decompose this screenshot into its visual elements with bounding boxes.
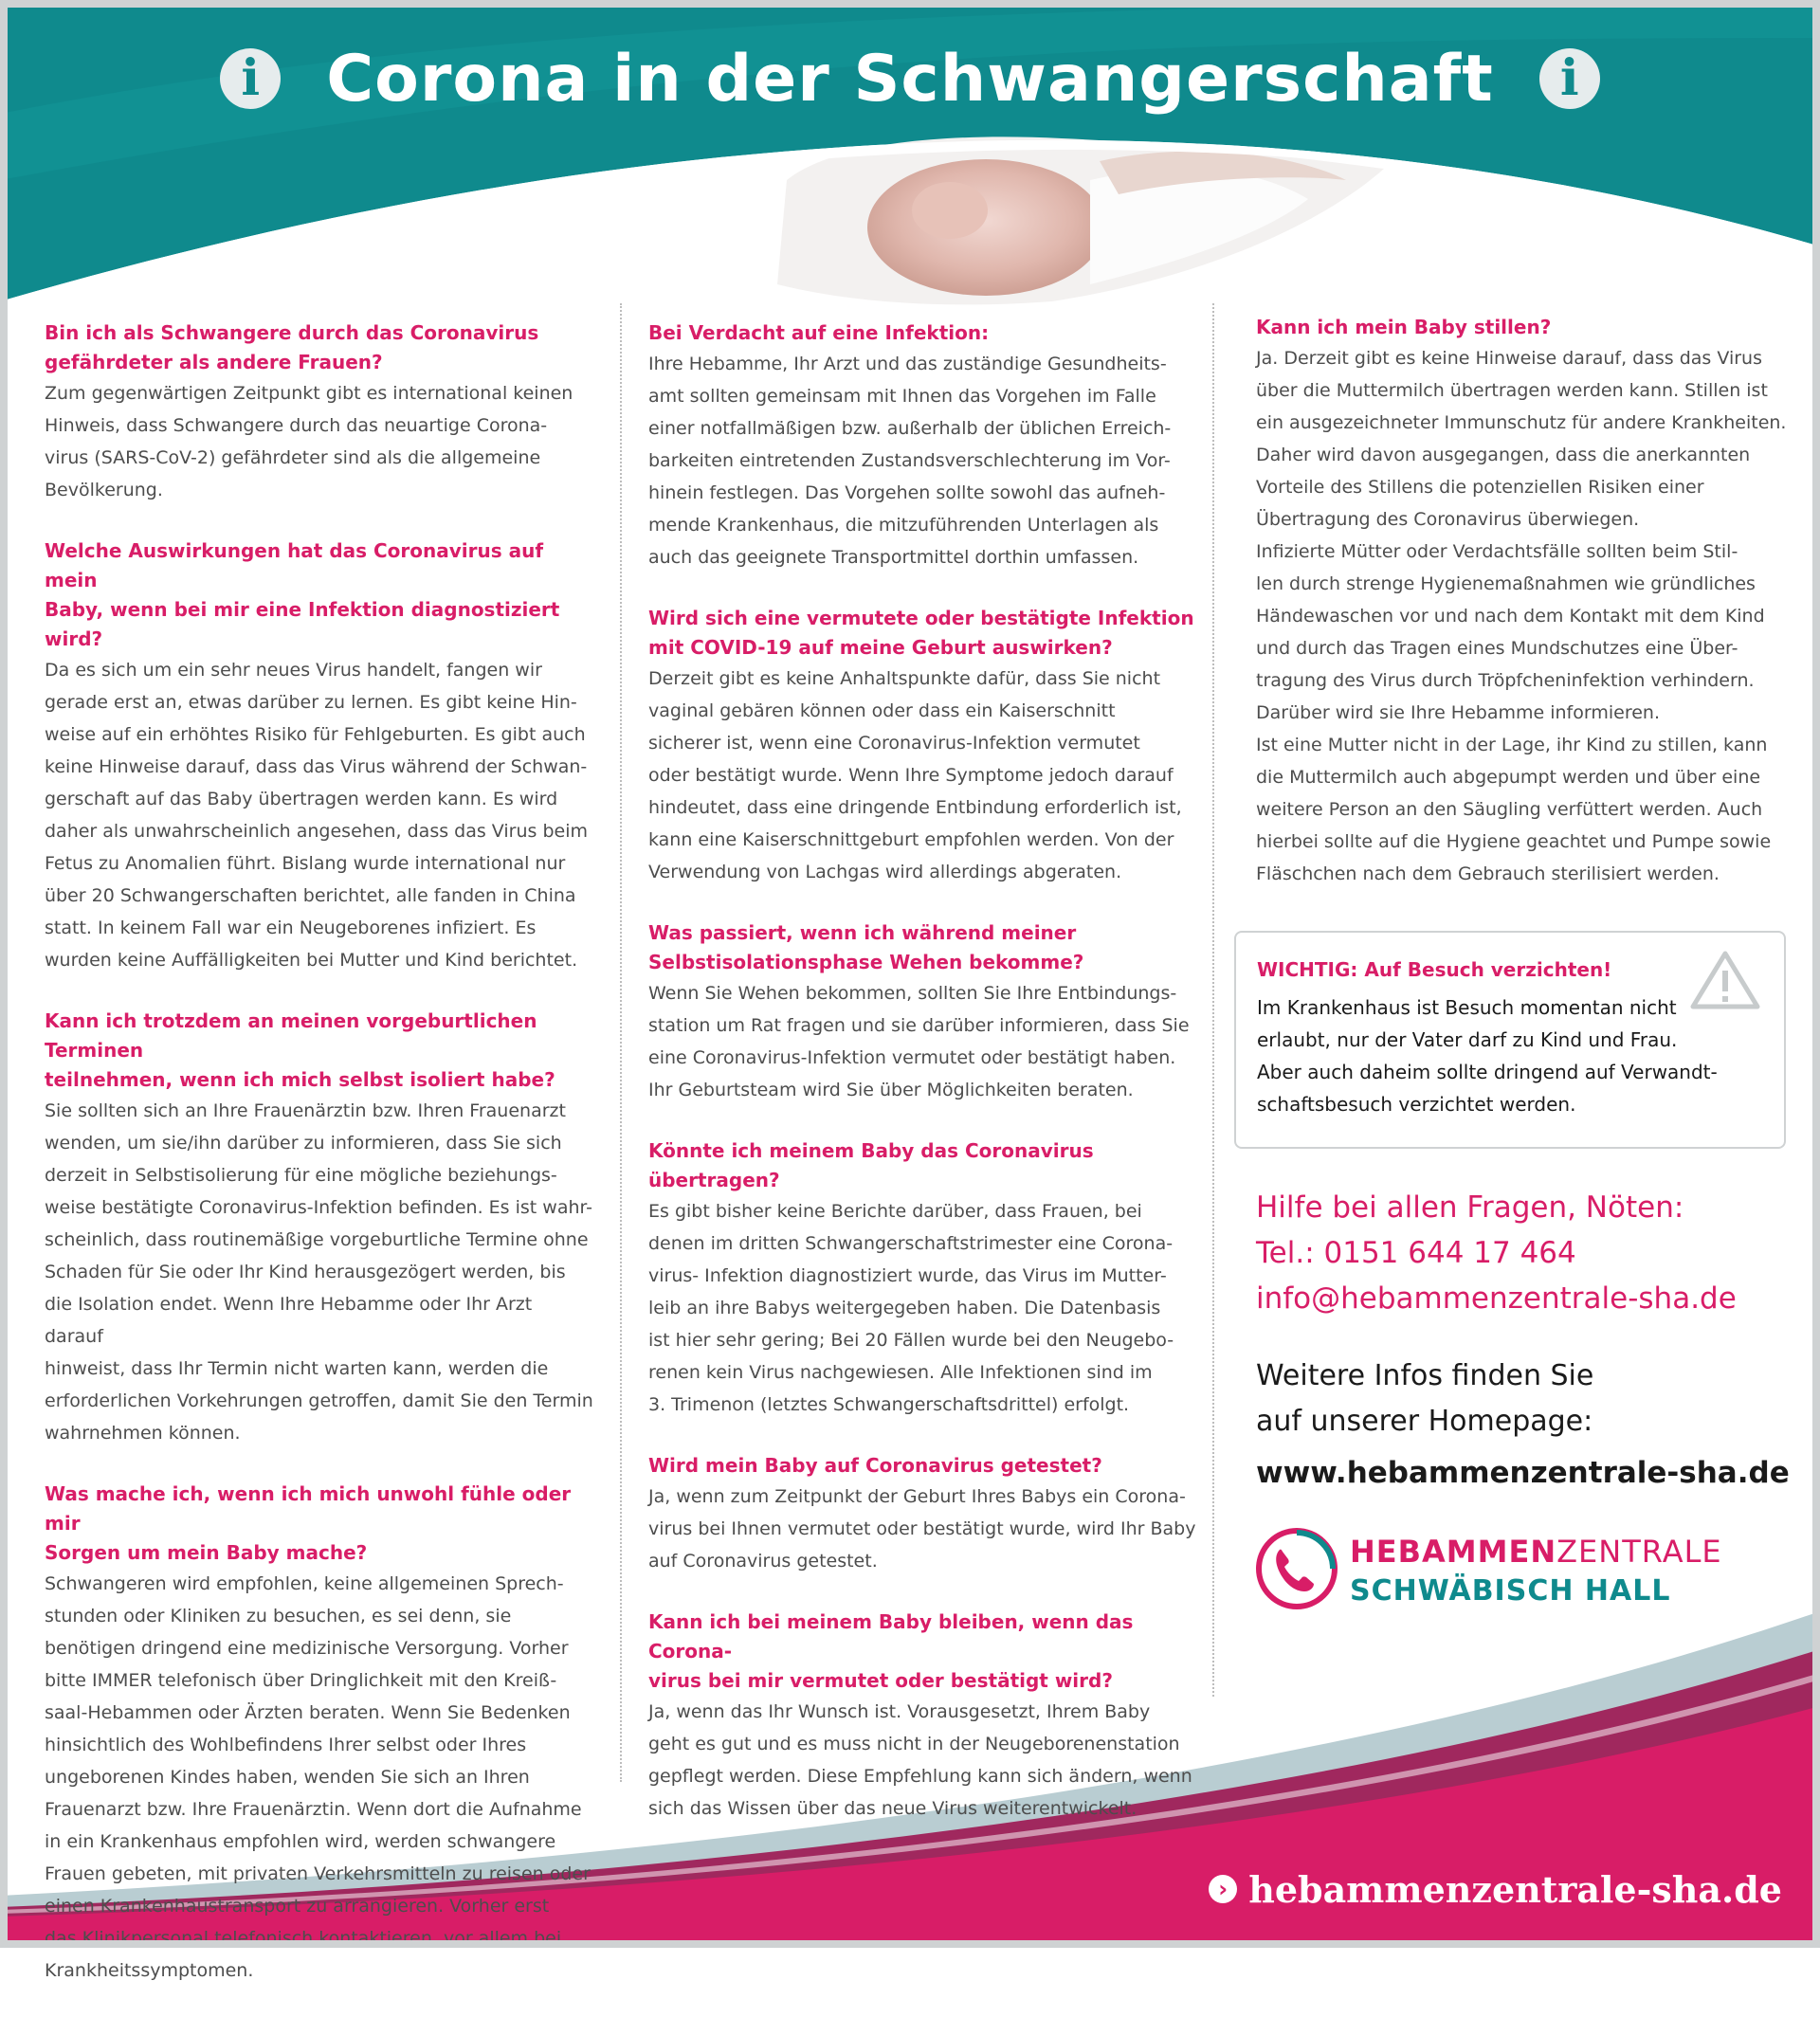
answer-text <box>45 1095 596 1449</box>
answer-line: sicherer ist, wenn eine Coronavirus-Infektion vermutet <box>648 733 1140 754</box>
question-heading <box>45 1480 596 1568</box>
question-line: Bin ich als Schwangere durch das Coronavirus <box>45 321 539 344</box>
answer-line: Schwangeren wird empfohlen, keine allgemeinen Sprech- <box>45 1573 564 1594</box>
logo-text-line2: SCHWÄBISCH HALL <box>1350 1574 1671 1608</box>
answer-line: benötigen dringend eine medizinische Versorgung. Vorher <box>45 1638 569 1659</box>
answer-line: virus- Infektion diagnostiziert wurde, das Virus im Mutter- <box>648 1265 1167 1286</box>
answer-line: Infizierte Mütter oder Verdachtsfälle sollten beim Stil- <box>1256 541 1738 562</box>
question-line: Bei Verdacht auf eine Infektion: <box>648 321 990 344</box>
answer-line: mende Krankenhaus, die mitzuführenden Unterlagen als <box>648 515 1159 536</box>
answer-line: über 20 Schwangerschaften berichtet, alle fanden in China <box>45 885 576 906</box>
answer-line: denen im dritten Schwangerschaftstrimester eine Corona- <box>648 1233 1174 1254</box>
answer-line: hierbei sollte auf die Hygiene geachtet und Pumpe sowie <box>1256 831 1772 852</box>
answer-line: wahrnehmen können. <box>45 1423 241 1444</box>
qa-section <box>648 318 1198 573</box>
notice-title: WICHTIG: Auf Besuch verzichten! <box>1257 958 1612 981</box>
answer-line: Wenn Sie Wehen bekommen, sollten Sie Ihre Entbindungs- <box>648 983 1177 1004</box>
answer-line: Ja, wenn zum Zeitpunkt der Geburt Ihres Babys ein Corona- <box>648 1486 1186 1507</box>
question-line: teilnehmen, wenn ich mich selbst isoliert habe? <box>45 1068 555 1091</box>
question-line: Was passiert, wenn ich während meiner <box>648 921 1077 944</box>
question-heading <box>45 1007 596 1095</box>
notice-text <box>1257 991 1765 1120</box>
answer-line: Derzeit gibt es keine Anhaltspunkte dafür, dass Sie nicht <box>648 668 1161 689</box>
answer-line: bitte IMMER telefonisch über Dringlichkeit mit den Kreiß- <box>45 1670 557 1691</box>
answer-line: gepflegt werden. Diese Empfehlung kann sich ändern, wenn <box>648 1766 1192 1787</box>
answer-line: barkeiten eintretenden Zustandsverschlechterung im Vor- <box>648 450 1171 471</box>
question-line: Wird mein Baby auf Coronavirus getestet? <box>648 1454 1102 1477</box>
answer-text <box>648 1195 1198 1421</box>
answer-text <box>648 1696 1198 1825</box>
phone-icon <box>1253 1525 1340 1612</box>
footer-link[interactable] <box>1209 1863 1782 1916</box>
qa-section <box>45 536 596 976</box>
info-icon: i <box>1539 48 1600 109</box>
answer-line: station um Rat fragen und sie darüber informieren, dass Sie <box>648 1015 1190 1036</box>
answer-text <box>1256 342 1787 890</box>
more-info-line: Weitere Infos finden Sie <box>1256 1359 1594 1392</box>
info-icon: i <box>220 48 281 109</box>
answer-line: Es gibt bisher keine Berichte darüber, dass Frauen, bei <box>648 1201 1142 1222</box>
answer-line: hindeutet, dass eine dringende Entbindung erforderlich ist, <box>648 797 1182 818</box>
question-line: Kann ich trotzdem an meinen vorgeburtlichen Terminen <box>45 1009 537 1062</box>
qa-section <box>648 604 1198 888</box>
answer-line: Darüber wird sie Ihre Hebamme informieren. <box>1256 702 1660 723</box>
answer-line: Fläschchen nach dem Gebrauch sterilisiert werden. <box>1256 863 1720 884</box>
contact-phone[interactable]: Tel.: 0151 644 17 464 <box>1256 1236 1576 1270</box>
answer-line: Ja. Derzeit gibt es keine Hinweise darauf, dass das Virus <box>1256 348 1762 369</box>
answer-line: statt. In keinem Fall war ein Neugeborenes infiziert. Es <box>45 918 537 938</box>
contact-heading: Hilfe bei allen Fragen, Nöten: <box>1256 1190 1684 1225</box>
answer-line: stunden oder Kliniken zu besuchen, es sei denn, sie <box>45 1606 512 1626</box>
answer-line: virus bei Ihnen vermutet oder bestätigt wurde, wird Ihr Baby <box>648 1518 1196 1539</box>
answer-line: Zum gegenwärtigen Zeitpunkt gibt es international keinen <box>45 383 573 404</box>
question-line: Was mache ich, wenn ich mich unwohl fühle oder mir <box>45 1482 572 1535</box>
question-heading <box>648 318 1198 348</box>
logo <box>1253 1521 1784 1616</box>
question-line: mit COVID-19 auf meine Geburt auswirken? <box>648 636 1113 659</box>
answer-line: Da es sich um ein sehr neues Virus handelt, fangen wir <box>45 660 542 681</box>
column-divider <box>1212 303 1214 1697</box>
answer-line: die Muttermilch auch abgepumpt werden und über eine <box>1256 767 1761 788</box>
answer-line: weise bestätigte Coronavirus-Infektion befinden. Es ist wahr- <box>45 1197 592 1218</box>
answer-line: über die Muttermilch übertragen werden kann. Stillen ist <box>1256 380 1768 401</box>
answer-line: gerade erst an, etwas darüber zu lernen. Es gibt keine Hin- <box>45 692 577 713</box>
column-1 <box>45 318 596 2017</box>
answer-line: einen Krankenhaustransport zu arrangieren. Vorher erst <box>45 1896 550 1917</box>
answer-line: tragung des Virus durch Tröpfcheninfektion verhindern. <box>1256 670 1755 691</box>
column-divider <box>620 303 622 1782</box>
answer-line: hinein festlegen. Das Vorgehen sollte sowohl das aufneh- <box>648 482 1166 503</box>
answer-line: len durch strenge Hygienemaßnahmen wie gründliches <box>1256 573 1756 594</box>
answer-line: Verwendung von Lachgas wird allerdings abgeraten. <box>648 862 1122 882</box>
answer-line: gerschaft auf das Baby übertragen werden kann. Es wird <box>45 789 558 809</box>
answer-line: in ein Krankenhaus empfohlen wird, werden schwangere <box>45 1831 556 1852</box>
answer-line: Schaden für Sie oder Ihr Kind herausgezögert werden, bis <box>45 1262 566 1282</box>
answer-line: weitere Person an den Säugling verfüttert werden. Auch <box>1256 799 1763 820</box>
question-line: Sorgen um mein Baby mache? <box>45 1541 368 1564</box>
answer-line: eine Coronavirus-Infektion vermutet oder bestätigt haben. <box>648 1047 1176 1068</box>
answer-line: Ihr Geburtsteam wird Sie über Möglichkeiten beraten. <box>648 1080 1134 1100</box>
logo-text-bold: HEBAMMEN <box>1350 1534 1557 1570</box>
answer-text <box>45 1568 596 1987</box>
answer-line: Frauenarzt bzw. Ihre Frauenärztin. Wenn dort die Aufnahme <box>45 1799 582 1820</box>
answer-line: Ihre Hebamme, Ihr Arzt und das zuständige Gesundheits- <box>648 354 1167 374</box>
column-3 <box>1256 313 1787 920</box>
answer-line: hinweist, dass Ihr Termin nicht warten kann, werden die <box>45 1358 549 1379</box>
question-line: Selbstisolationsphase Wehen bekomme? <box>648 951 1084 973</box>
question-heading <box>648 918 1198 977</box>
answer-line: und durch das Tragen eines Mundschutzes eine Über- <box>1256 638 1738 659</box>
visit-notice-box <box>1234 931 1786 1149</box>
notice-line: erlaubt, nur der Vater darf zu Kind und Frau. <box>1257 1028 1678 1051</box>
question-heading <box>648 604 1198 663</box>
answer-line: die Isolation endet. Wenn Ihre Hebamme oder Ihr Arzt darauf <box>45 1294 533 1347</box>
answer-line: Krankheitssymptomen. <box>45 1960 254 1981</box>
answer-text <box>45 654 596 976</box>
footer-link-text[interactable]: hebammenzentrale-sha.de <box>1248 1867 1782 1911</box>
page-header <box>0 36 1820 121</box>
logo-text-light: ZENTRALE <box>1556 1534 1722 1570</box>
answer-line: amt sollten gemeinsam mit Ihnen das Vorgehen im Falle <box>648 386 1156 407</box>
contact-email[interactable]: info@hebammenzentrale-sha.de <box>1256 1281 1737 1316</box>
answer-text <box>45 377 596 506</box>
answer-line: 3. Trimenon (letztes Schwangerschaftsdrittel) erfolgt. <box>648 1394 1130 1415</box>
answer-line: Hinweis, dass Schwangere durch das neuartige Corona- <box>45 415 548 436</box>
answer-line: virus (SARS-CoV-2) gefährdeter sind als die allgemeine <box>45 447 541 468</box>
question-line: Könnte ich meinem Baby das Coronavirus übertragen? <box>648 1139 1094 1191</box>
question-line: Kann ich mein Baby stillen? <box>1256 316 1552 338</box>
answer-line: auch das geeignete Transportmittel dorthin umfassen. <box>648 547 1139 568</box>
question-heading <box>648 1451 1198 1481</box>
qa-section <box>1256 313 1787 890</box>
arrow-right-icon: › <box>1209 1875 1237 1903</box>
homepage-link[interactable]: www.hebammenzentrale-sha.de <box>1256 1456 1790 1490</box>
question-line: gefährdeter als andere Frauen? <box>45 351 383 373</box>
notice-line: schaftsbesuch verzichtet werden. <box>1257 1093 1576 1116</box>
answer-line: wurden keine Auffälligkeiten bei Mutter und Kind berichtet. <box>45 950 578 971</box>
answer-line: Frauen gebeten, mit privaten Verkehrsmitteln zu reisen oder <box>45 1863 591 1884</box>
question-heading <box>45 536 596 654</box>
question-line: Kann ich bei meinem Baby bleiben, wenn das Corona- <box>648 1610 1134 1663</box>
notice-line: Im Krankenhaus ist Besuch momentan nicht <box>1257 996 1677 1019</box>
answer-line: Ja, wenn das Ihr Wunsch ist. Vorausgesetzt, Ihrem Baby <box>648 1701 1151 1722</box>
answer-text <box>648 663 1198 888</box>
qa-section <box>45 1480 596 1987</box>
answer-line: Ist eine Mutter nicht in der Lage, ihr Kind zu stillen, kann <box>1256 735 1768 755</box>
contact-block <box>1256 1185 1806 1321</box>
answer-line: oder bestätigt wurde. Wenn Ihre Symptome jedoch darauf <box>648 765 1174 786</box>
column-2 <box>648 318 1198 1855</box>
question-line: Baby, wenn bei mir eine Infektion diagnostiziert wird? <box>45 598 560 650</box>
qa-section <box>45 1007 596 1449</box>
answer-line: Händewaschen vor und nach dem Kontakt mit dem Kind <box>1256 606 1765 627</box>
qa-section <box>648 918 1198 1106</box>
answer-line: weise auf ein erhöhtes Risiko für Fehlgeburten. Es gibt auch <box>45 724 586 745</box>
answer-line: sich das Wissen über das neue Virus weiterentwickelt. <box>648 1798 1138 1819</box>
answer-line: saal-Hebammen oder Ärzten beraten. Wenn Sie Bedenken <box>45 1702 571 1723</box>
question-line: virus bei mir vermutet oder bestätigt wird? <box>648 1669 1113 1692</box>
question-heading <box>648 1608 1198 1696</box>
question-line: Wird sich eine vermutete oder bestätigte Infektion <box>648 607 1194 629</box>
answer-text <box>648 977 1198 1106</box>
question-heading <box>45 318 596 377</box>
answer-line: ein ausgezeichneter Immunschutz für andere Krankheiten. <box>1256 412 1787 433</box>
more-info-block <box>1256 1354 1806 1496</box>
answer-text <box>648 1481 1198 1577</box>
answer-line: das Klinikpersonal telefonisch kontaktieren, vor allem bei <box>45 1928 562 1949</box>
qa-section <box>648 1451 1198 1577</box>
answer-line: Sie sollten sich an Ihre Frauenärztin bzw. Ihren Frauenarzt <box>45 1100 566 1121</box>
more-info-line: auf unserer Homepage: <box>1256 1405 1593 1438</box>
question-heading <box>648 1136 1198 1195</box>
answer-line: Fetus zu Anomalien führt. Bislang wurde international nur <box>45 853 566 874</box>
answer-line: derzeit in Selbstisolierung für eine mögliche beziehungs- <box>45 1165 557 1186</box>
answer-line: scheinlich, dass routinemäßige vorgeburtliche Termine ohne <box>45 1229 589 1250</box>
answer-line: einer notfallmäßigen bzw. außerhalb der üblichen Erreich- <box>648 418 1172 439</box>
answer-line: ist hier sehr gering; Bei 20 Fällen wurde bei den Neugebo- <box>648 1330 1174 1351</box>
qa-section <box>648 1136 1198 1421</box>
answer-line: geht es gut und es muss nicht in der Neugeborenenstation <box>648 1734 1180 1754</box>
page-title: Corona in der Schwangerschaft <box>326 41 1494 117</box>
answer-line: kann eine Kaiserschnittgeburt empfohlen werden. Von der <box>648 829 1174 850</box>
answer-line: keine Hinweise darauf, dass das Virus während der Schwan- <box>45 756 588 777</box>
qa-section <box>45 318 596 506</box>
answer-line: erforderlichen Vorkehrungen getroffen, damit Sie den Termin <box>45 1390 593 1411</box>
answer-line: vaginal gebären können oder dass ein Kaiserschnitt <box>648 700 1116 721</box>
answer-line: hinsichtlich des Wohlbefindens Ihrer selbst oder Ihres <box>45 1735 527 1755</box>
answer-line: Bevölkerung. <box>45 480 163 500</box>
notice-line: Aber auch daheim sollte dringend auf Verwandt- <box>1257 1061 1718 1083</box>
answer-line: Vorteile des Stillens die potenziellen Risiken einer <box>1256 477 1704 498</box>
answer-line: Übertragung des Coronavirus überwiegen. <box>1256 509 1640 530</box>
answer-line: ungeborenen Kindes haben, wenden Sie sich an Ihren <box>45 1767 530 1788</box>
warning-triangle-icon <box>1691 950 1759 1010</box>
question-line: Welche Auswirkungen hat das Coronavirus auf mein <box>45 539 544 591</box>
answer-line: auf Coronavirus getestet. <box>648 1551 878 1572</box>
answer-line: daher als unwahrscheinlich angesehen, dass das Virus beim <box>45 821 588 842</box>
baby-photo <box>777 136 1384 304</box>
answer-line: renen kein Virus nachgewiesen. Alle Infektionen sind im <box>648 1362 1153 1383</box>
logo-text-line1 <box>1350 1535 1722 1569</box>
answer-line: Daher wird davon ausgegangen, dass die anerkannten <box>1256 445 1751 465</box>
answer-line: leib an ihre Babys weitergegeben haben. Die Datenbasis <box>648 1298 1161 1318</box>
answer-line: wenden, um sie/ihn darüber zu informieren, dass Sie sich <box>45 1133 562 1154</box>
answer-text <box>648 348 1198 573</box>
question-heading <box>1256 313 1787 342</box>
qa-section <box>648 1608 1198 1825</box>
